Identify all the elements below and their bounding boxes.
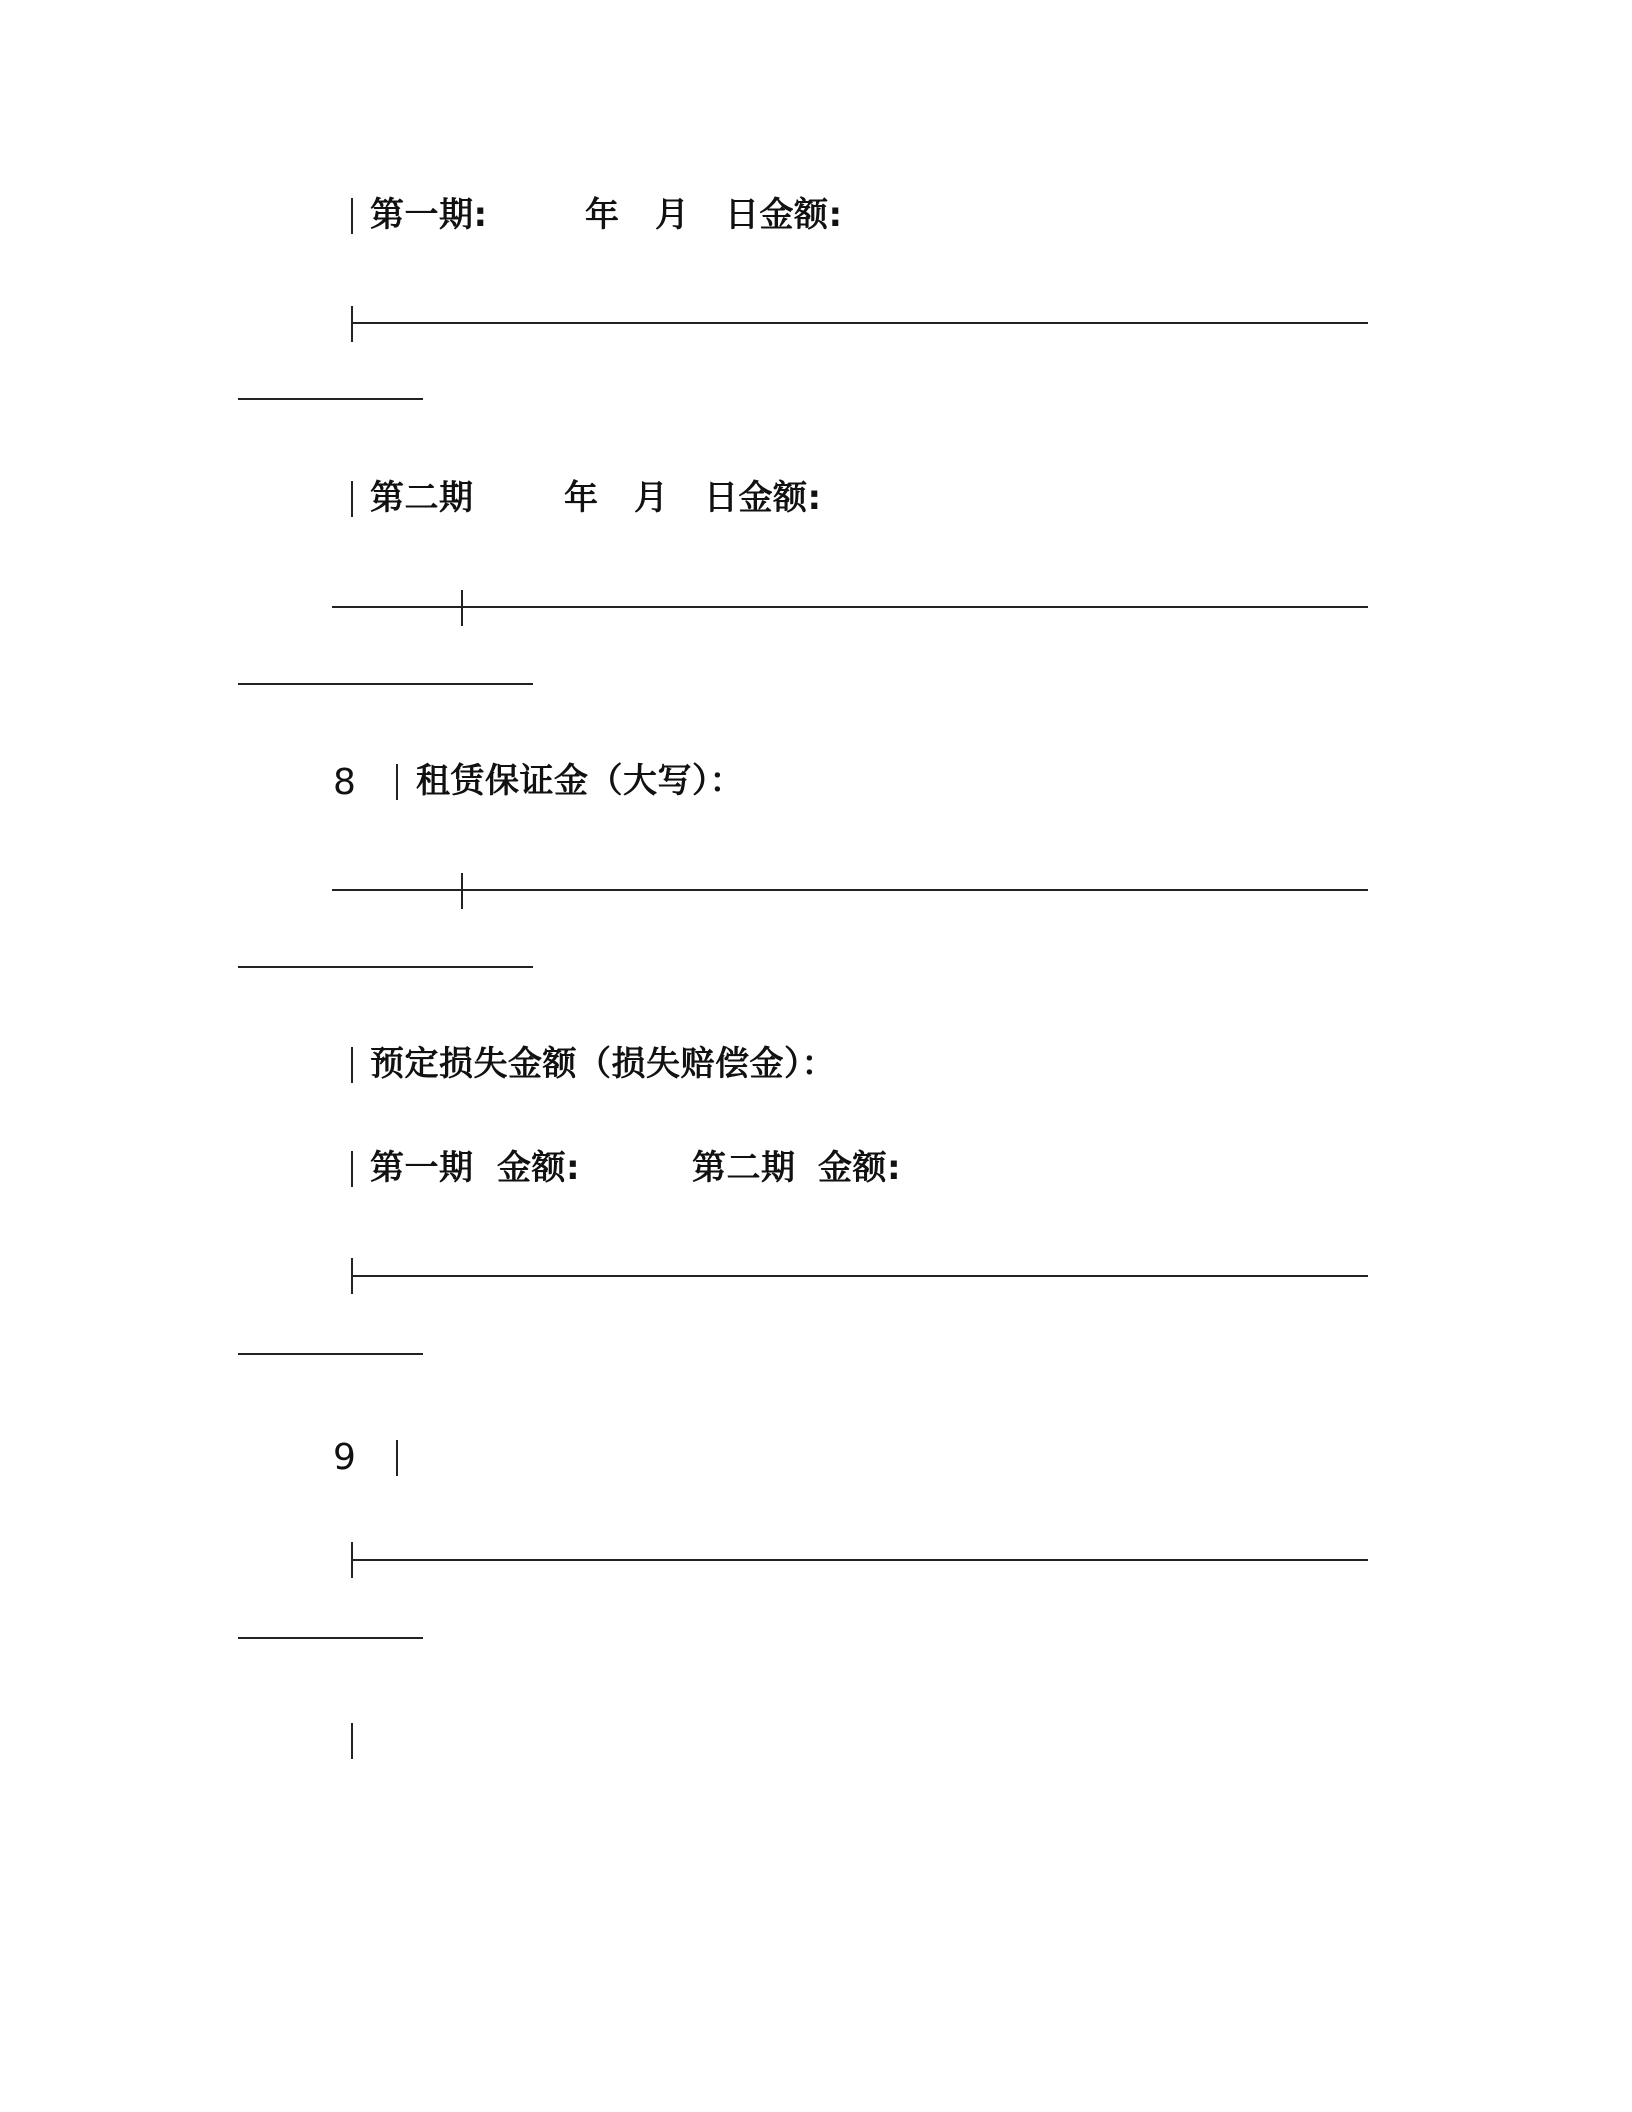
period1-year: 年 — [585, 195, 620, 235]
liquidated-second-amount: 金额: — [818, 1148, 902, 1188]
underline-item9-short — [238, 1637, 423, 1639]
underline-liquidated-short — [238, 1353, 423, 1355]
period2-month: 月 — [634, 478, 669, 518]
underline-period1-short — [238, 398, 423, 400]
period1-label: 第一期: — [370, 195, 488, 235]
item9-number: 9 — [333, 1437, 356, 1478]
period2-day-amount: 日金额: — [704, 478, 822, 518]
cursor-bar-item8 — [396, 764, 398, 800]
underline-liquidated-long — [351, 1275, 1368, 1277]
cursor-bar-liquidated-periods — [351, 1151, 353, 1187]
item8-label: 租赁保证金（大写）： — [416, 761, 744, 801]
liquidated-second-label: 第二期 — [692, 1148, 796, 1188]
underline-item8-long — [332, 889, 1368, 891]
underline-item8-short — [238, 966, 533, 968]
cursor-bar-end — [351, 1723, 353, 1759]
item8-number: 8 — [333, 762, 356, 803]
period1-day-amount: 日金额: — [725, 195, 843, 235]
period2-year: 年 — [564, 478, 599, 518]
liquidated-label: 预定损失金额（损失赔偿金）： — [370, 1044, 836, 1084]
field-marker-period2 — [461, 590, 463, 626]
period2-label: 第二期 — [370, 478, 474, 518]
liquidated-first-label: 第一期 — [370, 1148, 474, 1188]
period1-month: 月 — [655, 195, 690, 235]
underline-period2-short — [238, 683, 533, 685]
cursor-bar-period2 — [351, 481, 353, 517]
underline-period1-long — [351, 322, 1368, 324]
cursor-bar-item9 — [396, 1440, 398, 1476]
cursor-bar-period1 — [351, 198, 353, 234]
liquidated-first-amount: 金额: — [497, 1148, 581, 1188]
cursor-bar-liquidated — [351, 1047, 353, 1083]
field-marker-item8 — [461, 873, 463, 909]
underline-item9-long — [351, 1559, 1368, 1561]
underline-period2-long — [332, 606, 1368, 608]
field-marker-period1 — [351, 306, 353, 342]
